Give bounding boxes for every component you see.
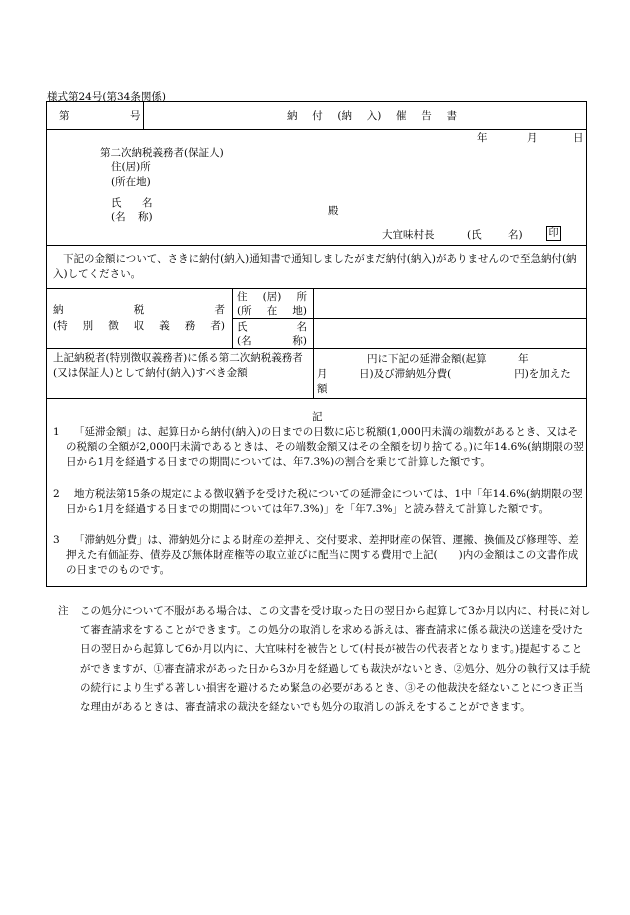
divider bbox=[47, 398, 586, 399]
taxpayer-name-label: 氏 名 bbox=[237, 321, 307, 333]
amount-line-3: 額 bbox=[317, 383, 328, 395]
form-frame bbox=[46, 101, 587, 587]
issuer-name-close: 名) bbox=[508, 229, 523, 241]
divider bbox=[143, 102, 144, 129]
addressee-address-label: 住(居)所 bbox=[111, 161, 151, 173]
issuer-title: 大宜味村長 bbox=[382, 229, 435, 241]
remark-item-1: 「延滞金額」は、起算日から納付(納入)の日までの日数に応じ税額(1,000円未満の端数があるとき、又はその税額の全額が2,000円未満であるときは、その端数金額又はその全額を切り捨てる。)に年14.6%(納期限の翌日から1月を経過する日までの期間については、年7.3%)の割合を乗じて計算した額です。 bbox=[66, 426, 584, 469]
taxpayer-address-alt: (所 在 地) bbox=[237, 305, 307, 317]
addressee-address-alt: (所在地) bbox=[111, 176, 151, 188]
form-number: 様式第24号(第34条関係) bbox=[47, 91, 166, 103]
date-day: 日 bbox=[573, 132, 584, 144]
remark-number-1: 1 bbox=[53, 426, 60, 438]
remark-number-2: 2 bbox=[53, 488, 60, 500]
special-collector-label: (特 別 徴 収 義 務 者) bbox=[53, 320, 225, 332]
divider bbox=[47, 288, 586, 289]
remark-item-3: 「滞納処分費」は、滞納処分による財産の差押え、交付要求、差押財産の保管、運搬、換価及び修理等、差押えた有価証券、債券及び無体財産権等の取立並びに配当に関する費用で上記( )内の金額はこの文書作成の日までのものです。 bbox=[66, 534, 579, 577]
taxpayer-label: 納 税 者 bbox=[53, 304, 225, 316]
addressee-name-alt-2: 称) bbox=[138, 211, 153, 223]
addressee-name-label-2: 名 bbox=[142, 197, 153, 209]
taxpayer-name-alt: (名 称) bbox=[237, 335, 307, 347]
number-go: 号 bbox=[130, 110, 141, 122]
divider bbox=[47, 129, 586, 130]
addressee-role: 第二次納税義務者(保証人) bbox=[100, 147, 224, 159]
number-dai: 第 bbox=[59, 110, 70, 122]
dono-honorific: 殿 bbox=[328, 205, 339, 217]
date-year: 年 bbox=[477, 132, 488, 144]
divider bbox=[232, 318, 586, 319]
divider bbox=[47, 348, 586, 349]
notice-text: 下記の金額について、さきに納付(納入)通知書で通知しましたがまだ納付(納入)がありませんので至急納付(納入)してください。 bbox=[53, 253, 577, 281]
seal-mark: 印 bbox=[546, 226, 561, 241]
document-title: 納 付 (納 入) 催 告 書 bbox=[287, 110, 457, 122]
addressee-name-alt-1: (名 bbox=[111, 211, 126, 223]
divider bbox=[47, 245, 586, 246]
remark-number-3: 3 bbox=[53, 534, 60, 546]
amount-line-1: 円に下記の延滞金額(起算 年 bbox=[367, 353, 529, 365]
remarks-heading: 記 bbox=[312, 411, 323, 423]
footnote-text: この処分について不服がある場合は、この文書を受け取った日の翌日から起算して3か月以内に、村長に対して審査請求をすることができます。この処分の取消しを求める訴えは、審査請求に係る裁決の送達を受けた日の翌日から起算して6か月以内に、大宜味村を被告として(村長が被告の代表者となります。)提起することができますが、①審査請求があった日から3か月を経過しても裁決がないとき、②処分、処分の執行又は手続の続行により生ずる著しい損害を避けるため緊急の必要があるとき、③その他裁決を経ないことにつき正当な理由があるときは、審査請求の裁決を経ないでも処分の取消しの訴えをすることができます。 bbox=[80, 605, 591, 714]
amount-line-2: 月 日)及び滞納処分費( 円)を加えた bbox=[317, 368, 571, 380]
taxpayer-address-label: 住 (居) 所 bbox=[237, 291, 307, 303]
amount-description: 上記納税者(特別徴収義務者)に係る第二次納税義務者(又は保証人)として納付(納入)すべき金額 bbox=[53, 352, 303, 380]
date-month: 月 bbox=[527, 132, 538, 144]
remark-item-2: 地方税法第15条の規定による徴収猶予を受けた税についての延滞金については、1中「年14.6%(納期限の翌日から1月を経過する日までの期間については年7.3%)」を「年7.3%」と読み替えて計算した額です。 bbox=[66, 488, 583, 516]
issuer-name-open: (氏 bbox=[467, 229, 482, 241]
footnote-label: 注 bbox=[58, 605, 69, 617]
divider bbox=[313, 348, 314, 398]
addressee-name-label-1: 氏 bbox=[111, 197, 122, 209]
